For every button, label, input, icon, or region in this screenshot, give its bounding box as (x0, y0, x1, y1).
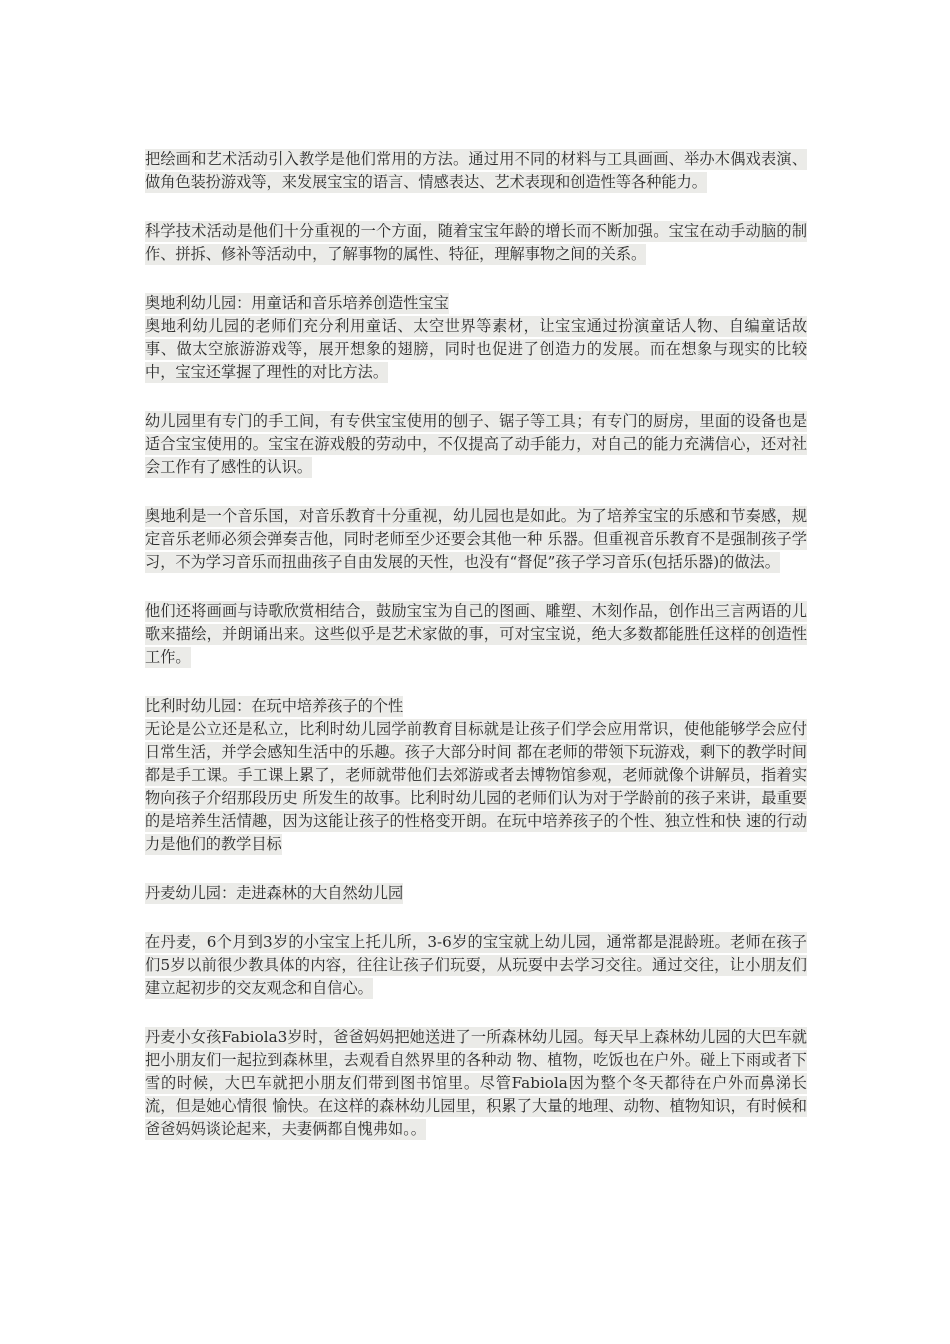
paragraph-text: 把绘画和艺术活动引入教学是他们常用的方法。通过用不同的材料与工具画画、举办木偶戏表演、做角色装扮游戏等，来发展宝宝的语言、情感表达、艺术表现和创造性等各种能力。 (145, 150, 807, 191)
heading-text: 奥地利幼儿园：用童话和音乐培养创造性宝宝 (145, 294, 449, 312)
paragraph-science-activities (145, 220, 807, 266)
paragraph-text: 在丹麦，6个月到3岁的小宝宝上托儿所，3-6岁的宝宝就上幼儿园，通常都是混龄班。老师在孩子们5岁以前很少教具体的内容，往往让孩子们玩耍，从玩耍中去学习交往。通过交往，让小朋友们建立起初步的交友观念和自信心。 (145, 933, 807, 997)
paragraph-text: 幼儿园里有专门的手工间，有专供宝宝使用的刨子、锯子等工具；有专门的厨房，里面的设备也是适合宝宝使用的。宝宝在游戏般的劳动中，不仅提高了动手能力，对自己的能力充满信心，还对社会工作有了感性的认识。 (145, 412, 807, 476)
section-heading-belgium (145, 695, 807, 718)
section-heading-austria (145, 292, 807, 315)
heading-text: 丹麦幼儿园：走进森林的大自然幼儿园 (145, 884, 404, 902)
paragraph-text: 丹麦小女孩Fabiola3岁时，爸爸妈妈把她送进了一所森林幼儿园。每天早上森林幼儿园的大巴车就把小朋友们一起拉到森林里，去观看自然界里的各种动 物、植物，吃饭也在户外。碰上下雨或者下雪的时候，大巴车就把小朋友们带到图书馆里。尽管Fabiola因为整个冬天都待在户外而鼻涕长流，但是她心情很 愉快。在这样的森林幼儿园里，积累了大量的地理、动物、植物知识，有时候和爸爸妈妈谈论起来，夫妻俩都自愧弗如。。 (145, 1028, 807, 1138)
paragraph-music-education (145, 505, 807, 574)
paragraph-text: 奥地利是一个音乐国，对音乐教育十分重视，幼儿园也是如此。为了培养宝宝的乐感和节奏感，规定音乐老师必须会弹奏吉他，同时老师至少还要会其他一种 乐器。但重视音乐教育不是强制孩子学习，不为学习音乐而扭曲孩子自由发展的天性，也没有“督促”孩子学习音乐(包括乐器)的做法。 (145, 507, 807, 571)
paragraph-denmark-nursery (145, 931, 807, 1000)
paragraph-text: 他们还将画画与诗歌欣赏相结合，鼓励宝宝为自己的图画、雕塑、木刻作品，创作出三言两语的儿歌来描绘，并朗诵出来。这些似乎是艺术家做的事，可对宝宝说，绝大多数都能胜任这样的创造性工作。 (145, 602, 807, 666)
paragraph-fabiola-story (145, 1026, 807, 1141)
paragraph-text: 科学技术活动是他们十分重视的一个方面，随着宝宝年龄的增长而不断加强。宝宝在动手动脑的制作、拼拆、修补等活动中，了解事物的属性、特征，理解事物之间的关系。 (145, 222, 807, 263)
paragraph-art-activities (145, 148, 807, 194)
heading-text: 比利时幼儿园：在玩中培养孩子的个性 (145, 697, 404, 715)
paragraph-text: 无论是公立还是私立，比利时幼儿园学前教育目标就是让孩子们学会应用常识，使他能够学会应付日常生活，并学会感知生活中的乐趣。孩子大部分时间 都在老师的带领下玩游戏，剩下的教学时间都是手工课。手工课上累了，老师就带他们去郊游或者去博物馆参观，老师就像个讲解员，指着实物向孩子介绍那段历史 所发生的故事。比利时幼儿园的老师们认为对于学龄前的孩子来讲，最重要的是培养生活情趣，因为这能让孩子的性格变开朗。在玩中培养孩子的个性、独立性和快 速的行动力是他们的教学目标 (145, 720, 807, 853)
paragraph-text: 奥地利幼儿园的老师们充分利用童话、太空世界等素材，让宝宝通过扮演童话人物、自编童话故事、做太空旅游游戏等，展开想象的翅膀，同时也促进了创造力的发展。而在想象与现实的比较中，宝宝还掌握了理性的对比方法。 (145, 317, 807, 381)
paragraph-handicraft-room (145, 410, 807, 479)
document-body (145, 148, 807, 1167)
section-body-belgium (145, 718, 807, 856)
section-body-austria (145, 315, 807, 384)
section-austria (145, 292, 807, 384)
section-heading-denmark (145, 882, 807, 905)
section-belgium (145, 695, 807, 856)
paragraph-painting-poetry (145, 600, 807, 669)
